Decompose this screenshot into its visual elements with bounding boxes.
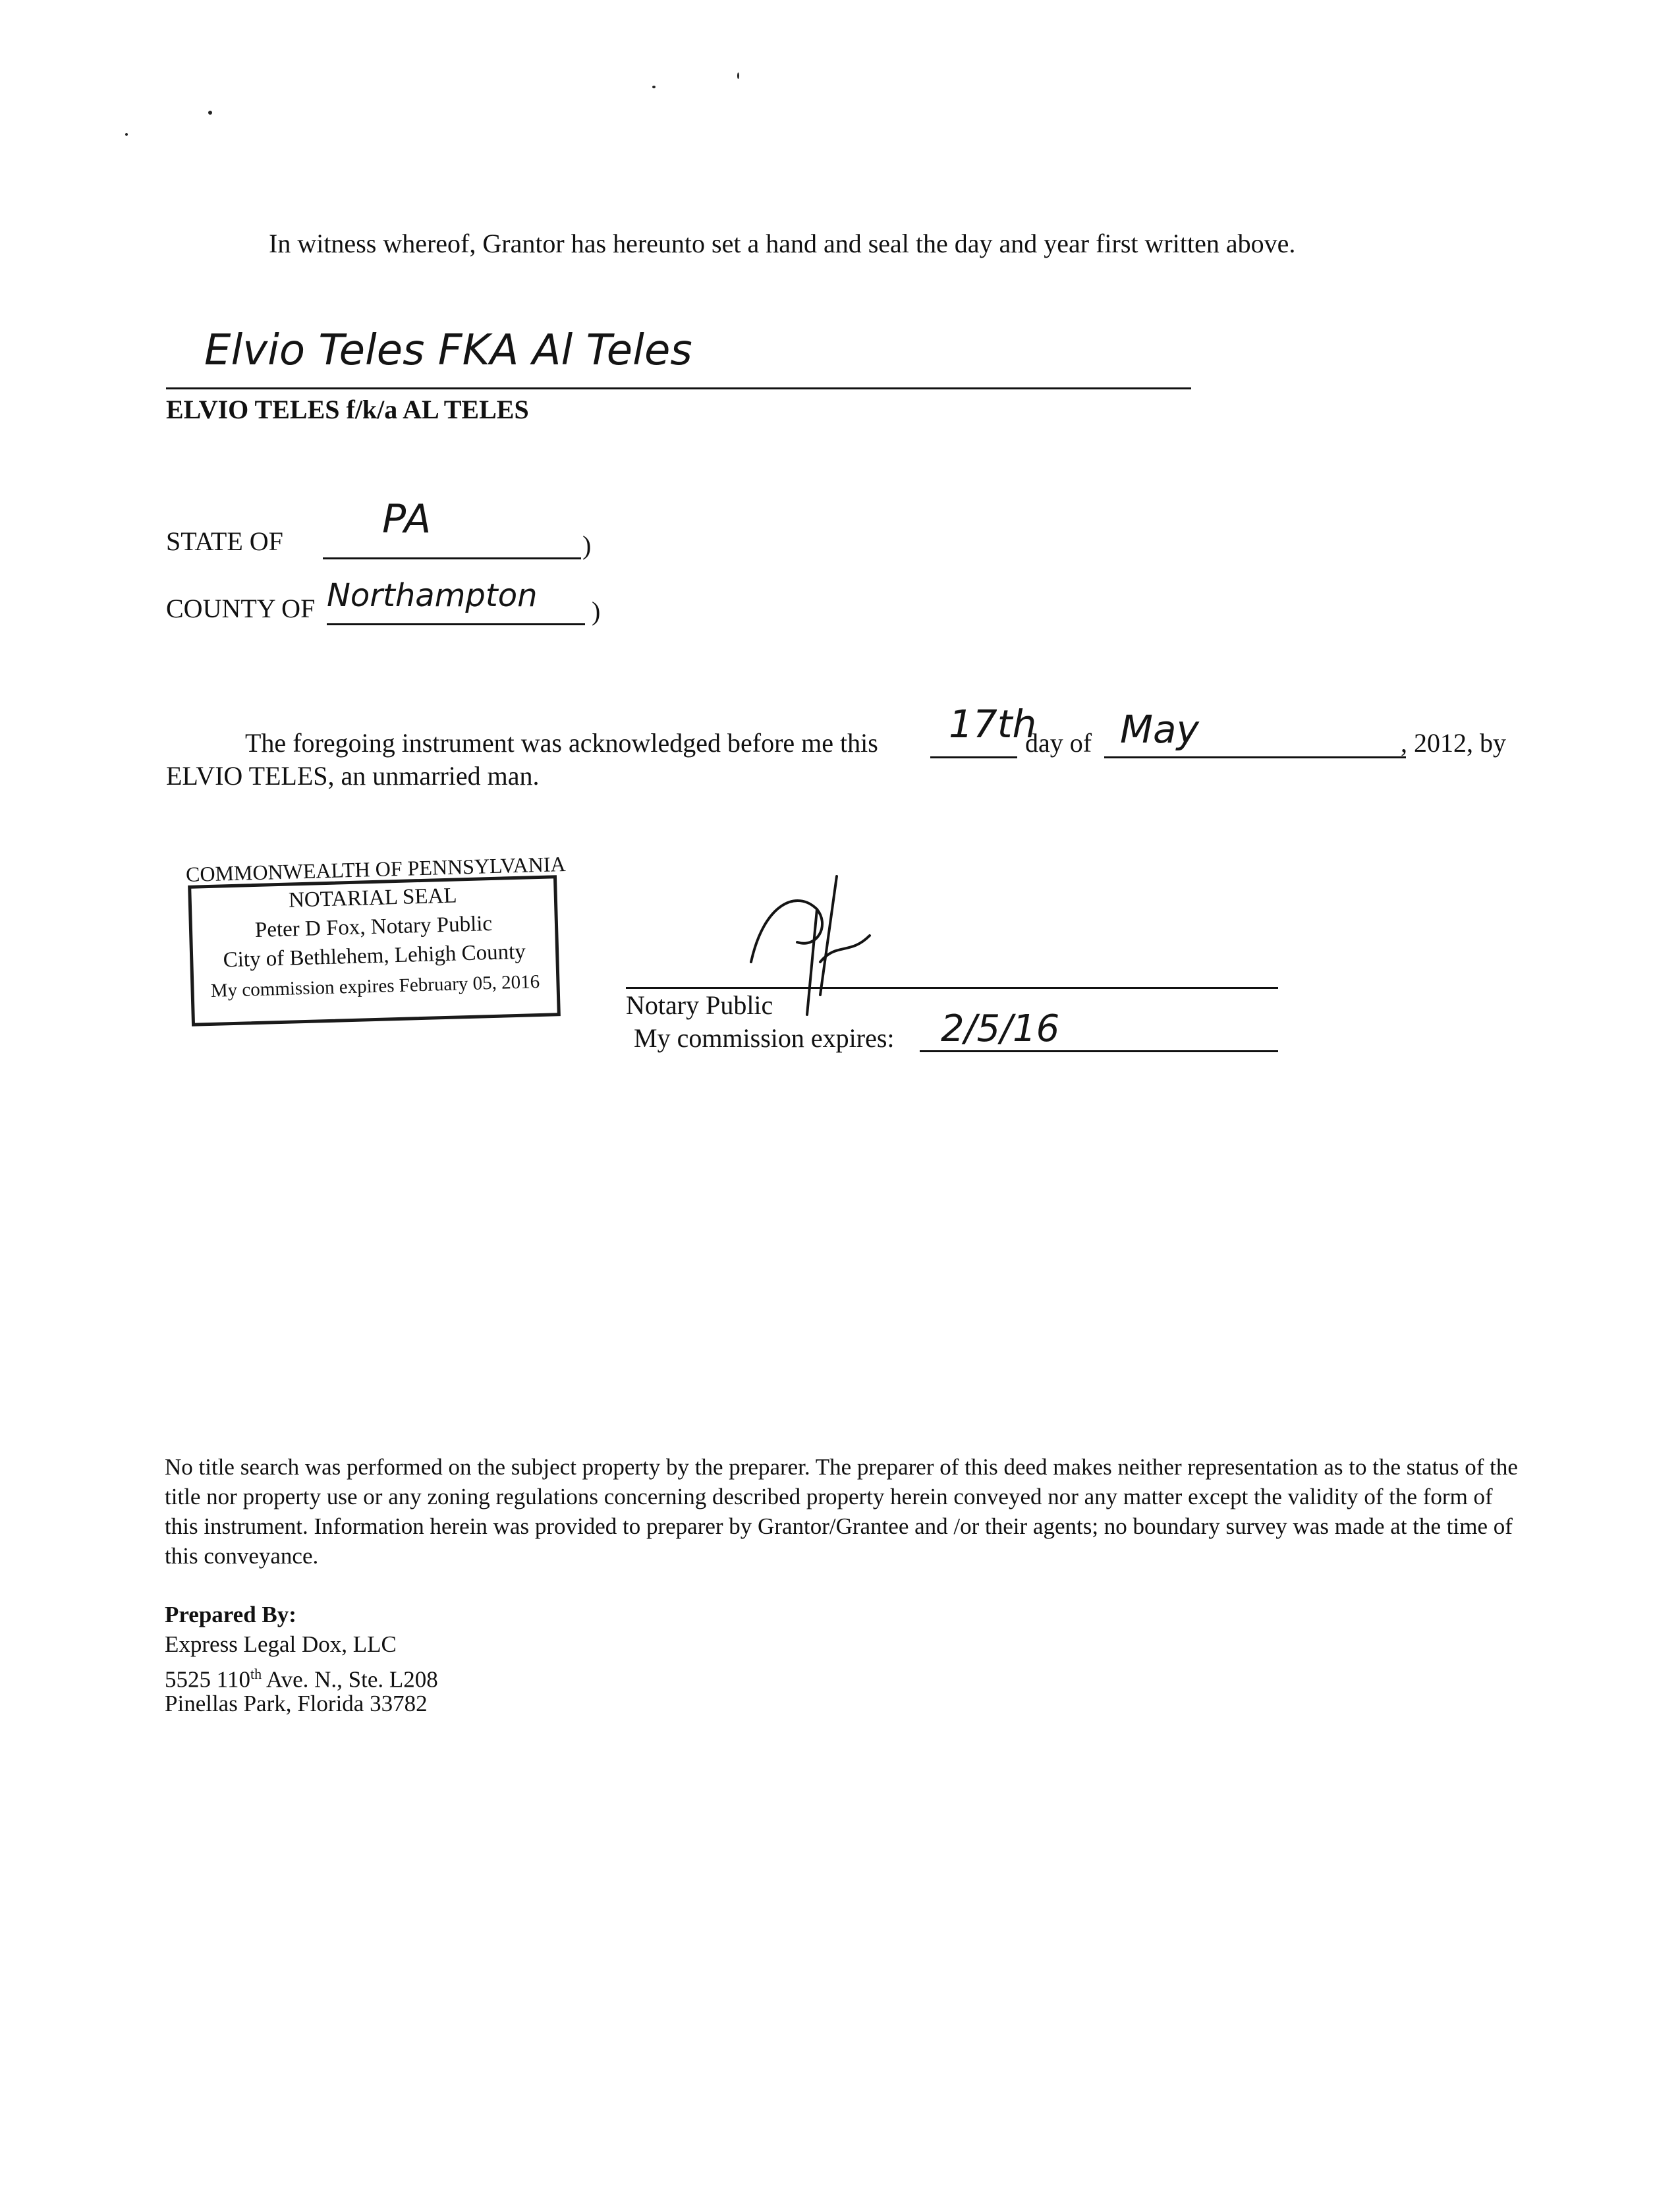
county-close-paren: ) <box>592 596 601 626</box>
state-label: STATE OF <box>166 526 283 556</box>
notary-title: Notary Public <box>626 990 773 1020</box>
ack-month-value: May <box>1120 707 1199 752</box>
grantor-signature: Elvio Teles FKA Al Teles <box>204 326 692 375</box>
ack-month-line <box>1104 756 1406 758</box>
witness-statement: In witness whereof, Grantor has hereunto set a hand and seal the day and year first written above. <box>269 229 1296 258</box>
seal-line-2: Peter D Fox, Notary Public <box>254 911 493 943</box>
ack-day-value: 17th <box>949 702 1037 746</box>
scan-speck <box>208 111 212 115</box>
ack-year: , 2012, by <box>1401 728 1506 758</box>
county-line <box>327 623 585 625</box>
notary-commission-value: 2/5/16 <box>941 1007 1060 1050</box>
seal-header: COMMONWEALTH OF PENNSYLVANIA <box>185 851 567 887</box>
address-rest: Ave. N., Ste. L208 <box>262 1666 438 1693</box>
county-label: COUNTY OF <box>166 594 316 623</box>
preparer-company: Express Legal Dox, LLC <box>165 1631 397 1657</box>
seal-line-1: NOTARIAL SEAL <box>288 884 457 913</box>
seal-line-3: City of Bethlehem, Lehigh County <box>223 940 526 972</box>
state-value: PA <box>382 496 432 542</box>
address-superscript: th <box>250 1666 262 1682</box>
notary-seal-stamp <box>188 875 561 1027</box>
ack-day-of: day of <box>1025 728 1092 758</box>
scan-speck <box>125 133 128 136</box>
ack-day-line <box>930 756 1017 758</box>
seal-line-4: My commission expires February 05, 2016 <box>210 971 540 1001</box>
scan-speck <box>737 72 739 79</box>
preparer-city: Pinellas Park, Florida 33782 <box>165 1691 428 1716</box>
grantor-signature-line <box>166 387 1191 389</box>
notary-commission-label: My commission expires: <box>634 1023 895 1053</box>
county-value: Northampton <box>327 577 538 614</box>
address-number: 5525 110 <box>165 1666 250 1693</box>
state-close-paren: ) <box>582 530 592 560</box>
ack-text-before-day: The foregoing instrument was acknowledged before me this <box>245 728 878 758</box>
notary-signature-line <box>626 987 1278 989</box>
grantor-name-caption: ELVIO TELES f/k/a AL TELES <box>166 395 529 424</box>
ack-line2: ELVIO TELES, an unmarried man. <box>166 761 540 791</box>
notary-commission-line <box>920 1050 1278 1052</box>
disclaimer: No title search was performed on the subject property by the preparer. The preparer of this deed makes neither representation as to the status of the title nor property use or any zoning regulations concerning described property herein conveyed nor any matter except the validity of the form of this instrument. Information herein was provided to preparer by Grantor/Grantee and /or their agents; no boundary survey was made at the time of this conveyance. <box>165 1454 1518 1569</box>
preparer-heading: Prepared By: <box>165 1602 296 1627</box>
scan-speck <box>652 86 656 88</box>
state-line <box>323 557 581 559</box>
